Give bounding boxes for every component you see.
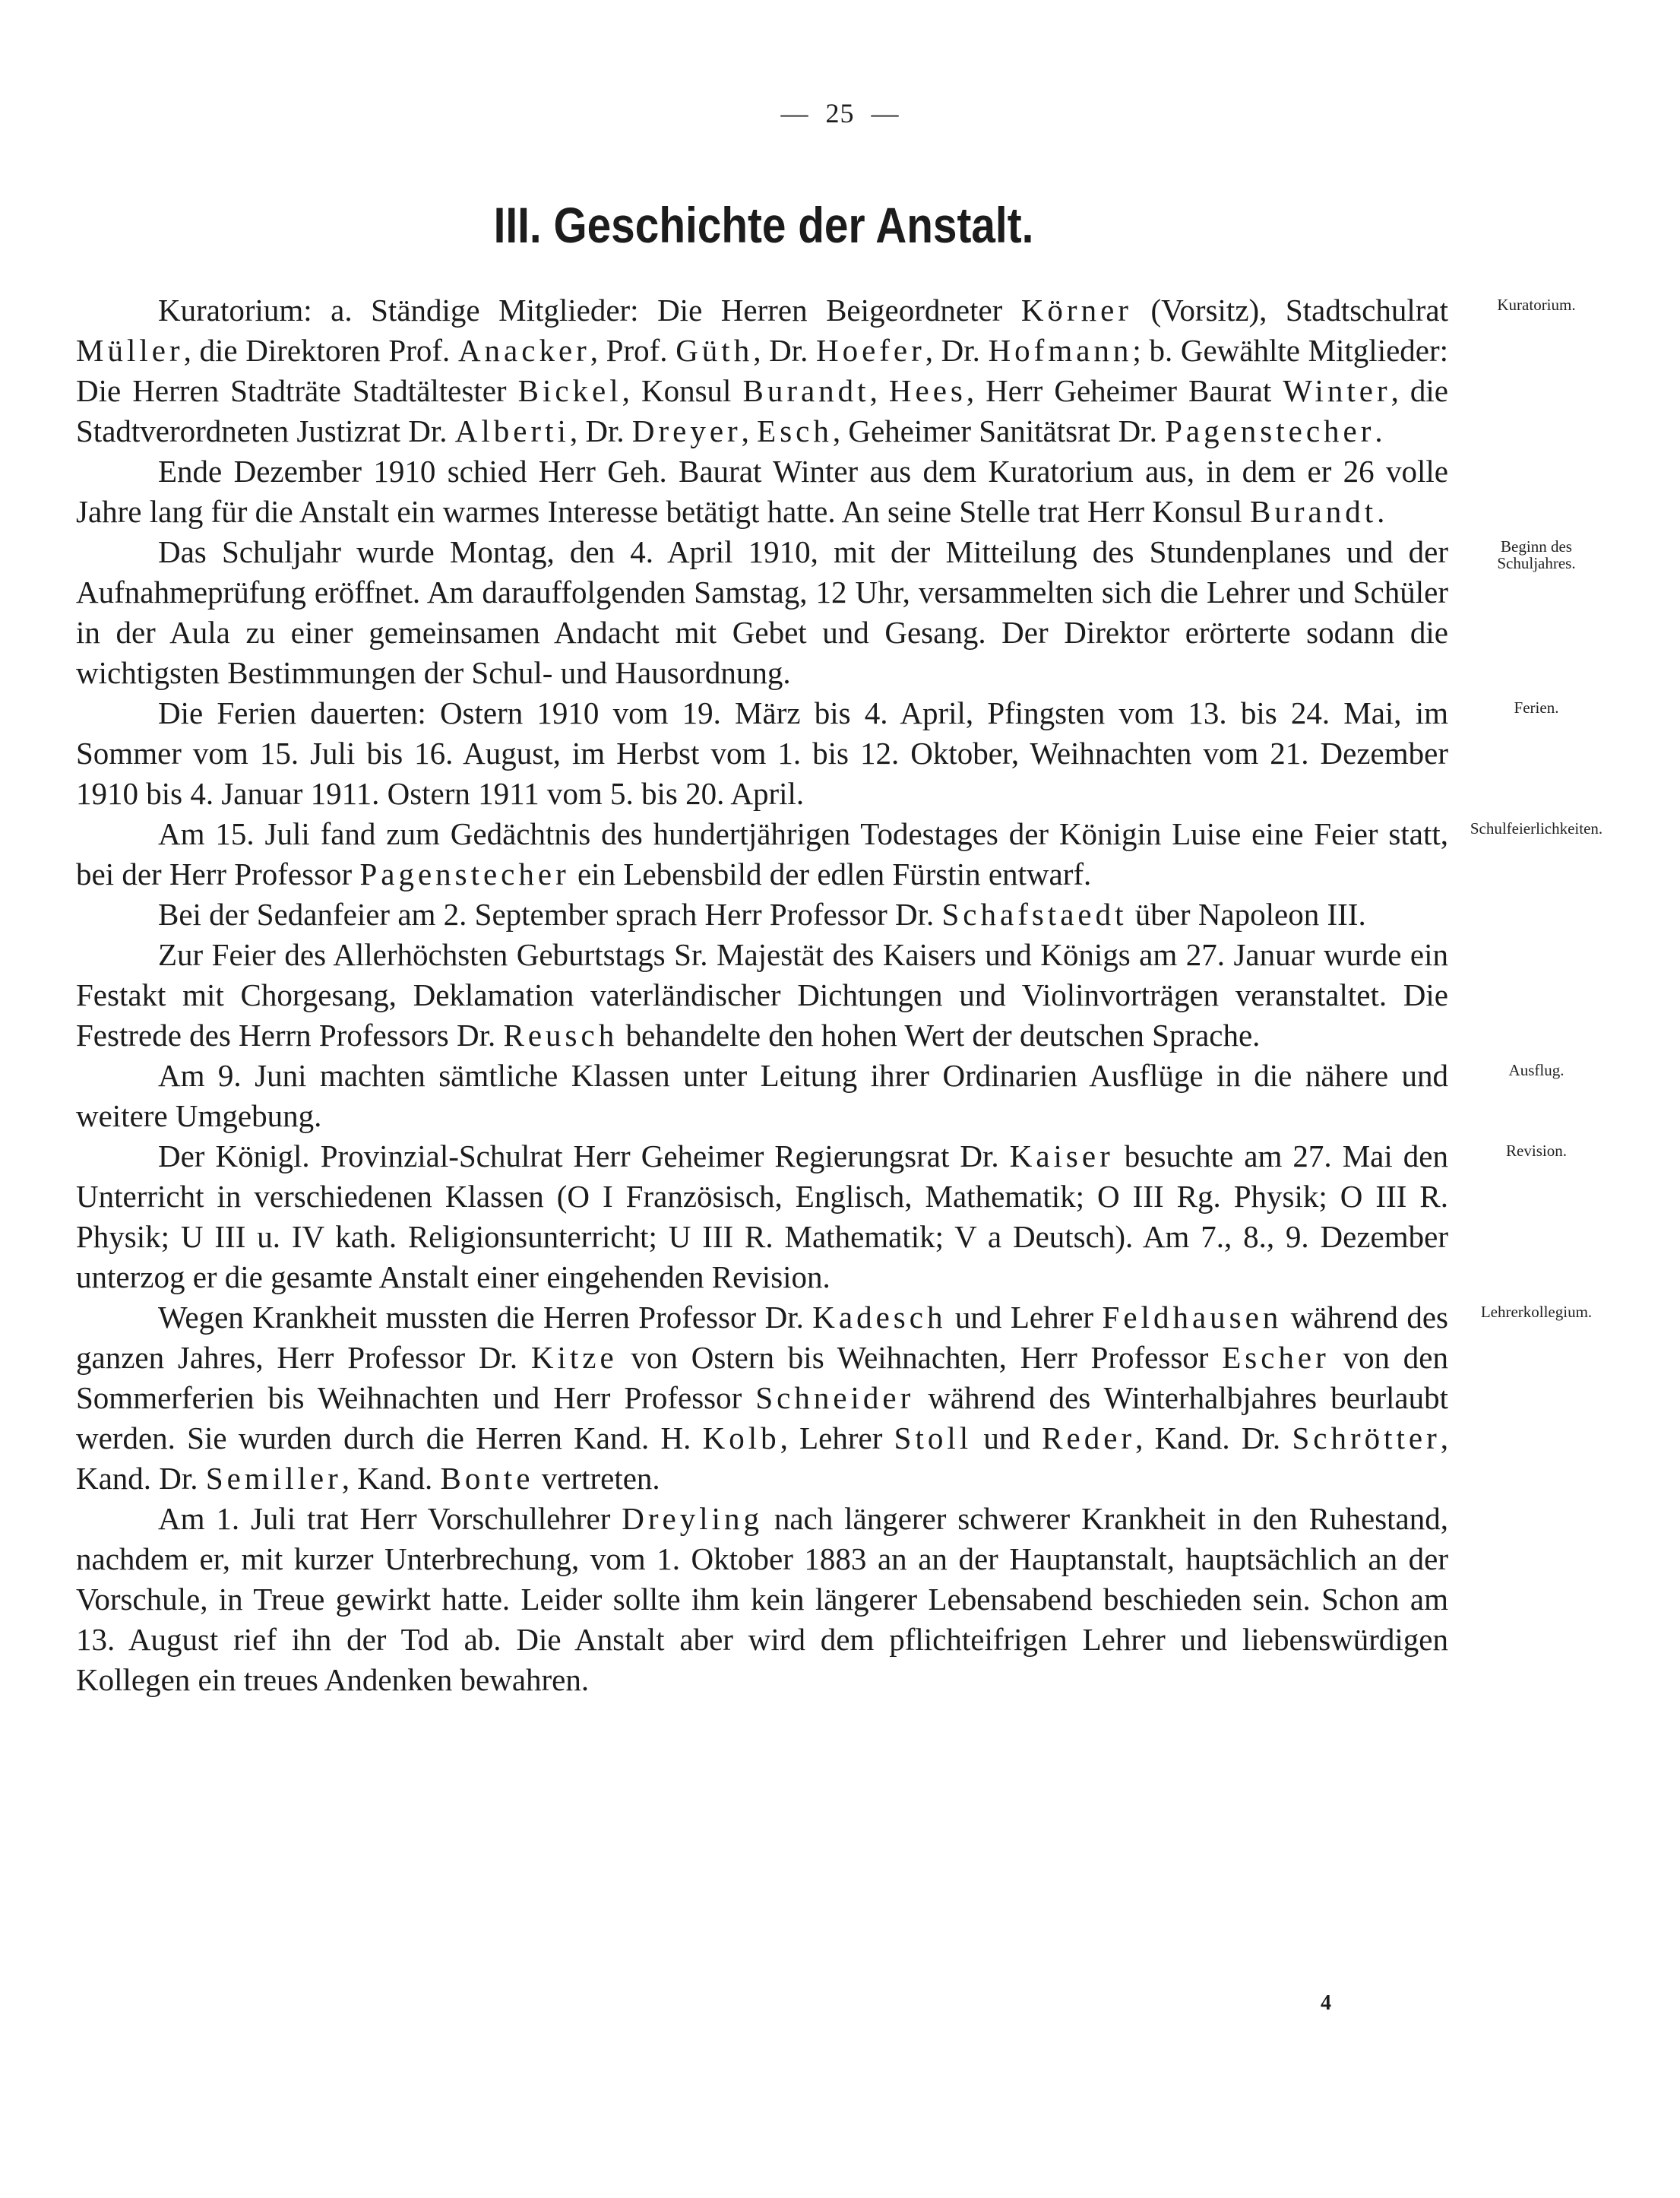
spaced-name: Schneider	[755, 1380, 915, 1415]
text-run: , Kand. Dr.	[76, 1420, 1448, 1496]
text-run: , die Stadtverordneten Justizrat Dr.	[76, 373, 1448, 448]
margin-note-lehrerkollegium: Lehrerkollegium.	[1480, 1303, 1593, 1321]
text-run: , Prof.	[590, 333, 676, 368]
spaced-name: Anacker	[457, 333, 590, 368]
spaced-name: Winter	[1283, 373, 1391, 408]
text-run: von Ostern bis Weihnachten, Herr Professor	[617, 1340, 1223, 1375]
text-run: , Geheimer Sanitätsrat Dr.	[832, 413, 1166, 448]
text-run: , Konsul	[622, 373, 743, 408]
spaced-name: Bickel	[517, 373, 622, 408]
spaced-name: Schafstaedt	[941, 897, 1128, 932]
text-run: Wegen Krankheit mussten die Herren Professor Dr.	[158, 1300, 813, 1335]
spaced-name: Dreyling	[622, 1501, 763, 1536]
spaced-name: Kolb	[702, 1420, 780, 1455]
chapter-title: III. Geschichte der Anstalt.	[493, 197, 1034, 253]
text-run: , Dr.	[753, 333, 816, 368]
spaced-name: Körner	[1020, 293, 1132, 328]
spaced-name: Pagenstecher	[1165, 413, 1375, 448]
spaced-name: Reusch	[503, 1018, 619, 1053]
text-run: besuchte am 27. Mai den Unterricht in verschiedenen Klassen (O I Französisch, Englisch, Mathematik; O III Rg. Physik; O III R. Physik; U III u. IV kath. Religionsunterricht; U III R. Mathematik; V a Deutsch). Am 7., 8., 9. Dezember unterzog er die gesamte Anstalt einer eingehenden Revision.	[76, 1139, 1448, 1294]
paragraph-ferien	[76, 693, 1448, 814]
text-run: (Vorsitz), Stadtschulrat	[1131, 293, 1448, 328]
spaced-name: Kaiser	[1009, 1139, 1114, 1173]
paragraph-sedanfeier	[76, 895, 1448, 935]
paragraph-kaiser-geburtstag	[76, 935, 1448, 1056]
margin-note-beginn-des-schuljahres: Beginn des Schuljahres.	[1497, 537, 1576, 572]
paragraph-krankheit	[76, 1297, 1448, 1499]
paragraph-dreyling	[76, 1499, 1448, 1700]
spaced-name: Stoll	[894, 1420, 973, 1455]
page-number-dash-right: —	[871, 98, 900, 128]
paragraph-luise-feier	[76, 814, 1448, 895]
spaced-name: Kadesch	[812, 1300, 947, 1335]
text-run: während des ganzen Jahres, Herr Professor Dr.	[76, 1300, 1448, 1375]
spaced-name: Alberti	[454, 413, 570, 448]
text-run: und Lehrer	[946, 1300, 1103, 1335]
text-run: ; b. Gewählte Mitglieder: Die Herren Stadträte Stadtältester	[76, 333, 1449, 408]
margin-note-schulfeierlichkeiten: Schulfeierlichkeiten.	[1470, 819, 1603, 838]
text-run: , Kand.	[341, 1461, 441, 1496]
spaced-name: Pagenstecher	[359, 857, 570, 892]
text-run: von den Sommerferien bis Weihnachten und Herr Professor	[76, 1340, 1448, 1415]
spaced-name: Feldhausen	[1102, 1300, 1283, 1335]
text-run: Am 9. Juni machten sämtliche Klassen unter Leitung ihrer Ordinarien Ausflüge in die nähere und weitere Umgebung.	[76, 1058, 1448, 1133]
text-run: Bei der Sedanfeier am 2. September sprach Herr Professor Dr.	[158, 897, 942, 932]
spaced-name: Hofmann	[988, 333, 1133, 368]
sheet-signature: 4	[1321, 1991, 1331, 2015]
text-run: über Napoleon III.	[1127, 897, 1366, 932]
spaced-name: Bonte	[440, 1461, 534, 1496]
paragraph-ende-dezember	[76, 451, 1448, 532]
spaced-name: Schrötter	[1292, 1420, 1441, 1455]
spaced-name: Dreyer	[631, 413, 742, 448]
text-run: .	[1377, 494, 1385, 529]
text-run: , Kand. Dr.	[1135, 1420, 1292, 1455]
page-number-dash-left: —	[780, 98, 809, 128]
paragraph-kuratorium	[76, 290, 1448, 451]
text-run: .	[1375, 413, 1383, 448]
text-run: ,	[741, 413, 758, 448]
margin-note-ausflug: Ausflug.	[1508, 1061, 1565, 1079]
text-run: behandelte den hohen Wert der deutschen Sprache.	[618, 1018, 1261, 1053]
spaced-name: Müller	[76, 333, 184, 368]
spaced-name: Kitze	[530, 1340, 618, 1375]
text-run: nach längerer schwerer Krankheit in den Ruhestand, nachdem er, mit kurzer Unterbrechung, vom 1. Oktober 1883 an an der Hauptanstalt, hauptsächlich an der Vorschule, in Treue gewirkt hatte. Leider sollte ihm kein längerer Lebensabend beschieden sein. Schon am 13. August rief ihn der Tod ab. Die Anstalt aber wird dem pflichteifrigen Lehrer und liebenswürdigen Kollegen ein treues Andenken bewahren.	[76, 1501, 1449, 1697]
spaced-name: Esch	[757, 413, 833, 448]
text-run: , Herr Geheimer Baurat	[966, 373, 1283, 408]
body-text	[76, 290, 1448, 1700]
text-run: Kuratorium: a. Ständige Mitglieder: Die Herren Beigeordneter	[158, 293, 1021, 328]
paragraph-ausflug	[76, 1056, 1448, 1136]
spaced-name: Hoefer	[815, 333, 925, 368]
page-number-value: 25	[825, 98, 855, 128]
text-run: vertreten.	[533, 1461, 660, 1496]
margin-note-kuratorium: Kuratorium.	[1497, 296, 1576, 314]
text-run: , Dr.	[569, 413, 632, 448]
margin-note-revision: Revision.	[1506, 1142, 1567, 1160]
text-run: während des Winterhalbjahres beurlaubt werden. Sie wurden durch die Herren Kand. H.	[76, 1380, 1449, 1455]
spaced-name: Güth	[675, 333, 754, 368]
margin-note-ferien: Ferien.	[1514, 698, 1559, 717]
text-run: Am 1. Juli trat Herr Vorschullehrer	[158, 1501, 622, 1536]
text-run: und	[972, 1420, 1042, 1455]
text-run: ein Lebensbild der edlen Fürstin entwarf.	[569, 857, 1092, 892]
paragraph-schuljahr	[76, 532, 1448, 693]
spaced-name: Reder	[1042, 1420, 1136, 1455]
spaced-name: Burandt	[1250, 494, 1378, 529]
paragraph-revision	[76, 1136, 1448, 1297]
text-run: Ende Dezember 1910 schied Herr Geh. Baurat Winter aus dem Kuratorium aus, in dem er 26 volle Jahre lang für die Anstalt ein warmes Interesse betätigt hatte. An seine Stelle trat Herr Konsul	[76, 454, 1448, 529]
spaced-name: Escher	[1222, 1340, 1330, 1375]
text-run: Am 15. Juli fand zum Gedächtnis des hundertjährigen Todestages der Königin Luise eine Feier statt, bei der Herr Professor	[76, 816, 1448, 892]
spaced-name: Burandt	[742, 373, 870, 408]
text-run: , Lehrer	[780, 1420, 894, 1455]
spaced-name: Hees	[888, 373, 967, 408]
text-run: ,	[869, 373, 889, 408]
text-run: , die Direktoren Prof.	[183, 333, 458, 368]
text-run: Zur Feier des Allerhöchsten Geburtstags Sr. Majestät des Kaisers und Königs am 27. Januar wurde ein Festakt mit Chorgesang, Deklamation vaterländischer Dichtungen und Violinvorträgen veranstaltet. Die Festrede des Herrn Professors Dr.	[76, 937, 1448, 1053]
text-run: Das Schuljahr wurde Montag, den 4. April 1910, mit der Mitteilung des Stundenplanes und der Aufnahmeprüfung eröffnet. Am darauffolgenden Samstag, 12 Uhr, versammelten sich die Lehrer und Schüler in der Aula zu einer gemeinsamen Andacht mit Gebet und Gesang. Der Direktor erörterte sodann die wichtigsten Bestimmungen der Schul- und Hausordnung.	[76, 534, 1448, 690]
page-number	[0, 97, 1680, 129]
spaced-name: Semiller	[205, 1461, 342, 1496]
text-run: Der Königl. Provinzial-Schulrat Herr Geheimer Regierungsrat Dr.	[158, 1139, 1010, 1173]
text-run: Die Ferien dauerten: Ostern 1910 vom 19. März bis 4. April, Pfingsten vom 13. bis 24. Mai, im Sommer vom 15. Juli bis 16. August, im Herbst vom 1. bis 12. Oktober, Weihnachten vom 21. Dezember 1910 bis 4. Januar 1911. Ostern 1911 vom 5. bis 20. April.	[76, 695, 1448, 811]
text-run: , Dr.	[925, 333, 989, 368]
